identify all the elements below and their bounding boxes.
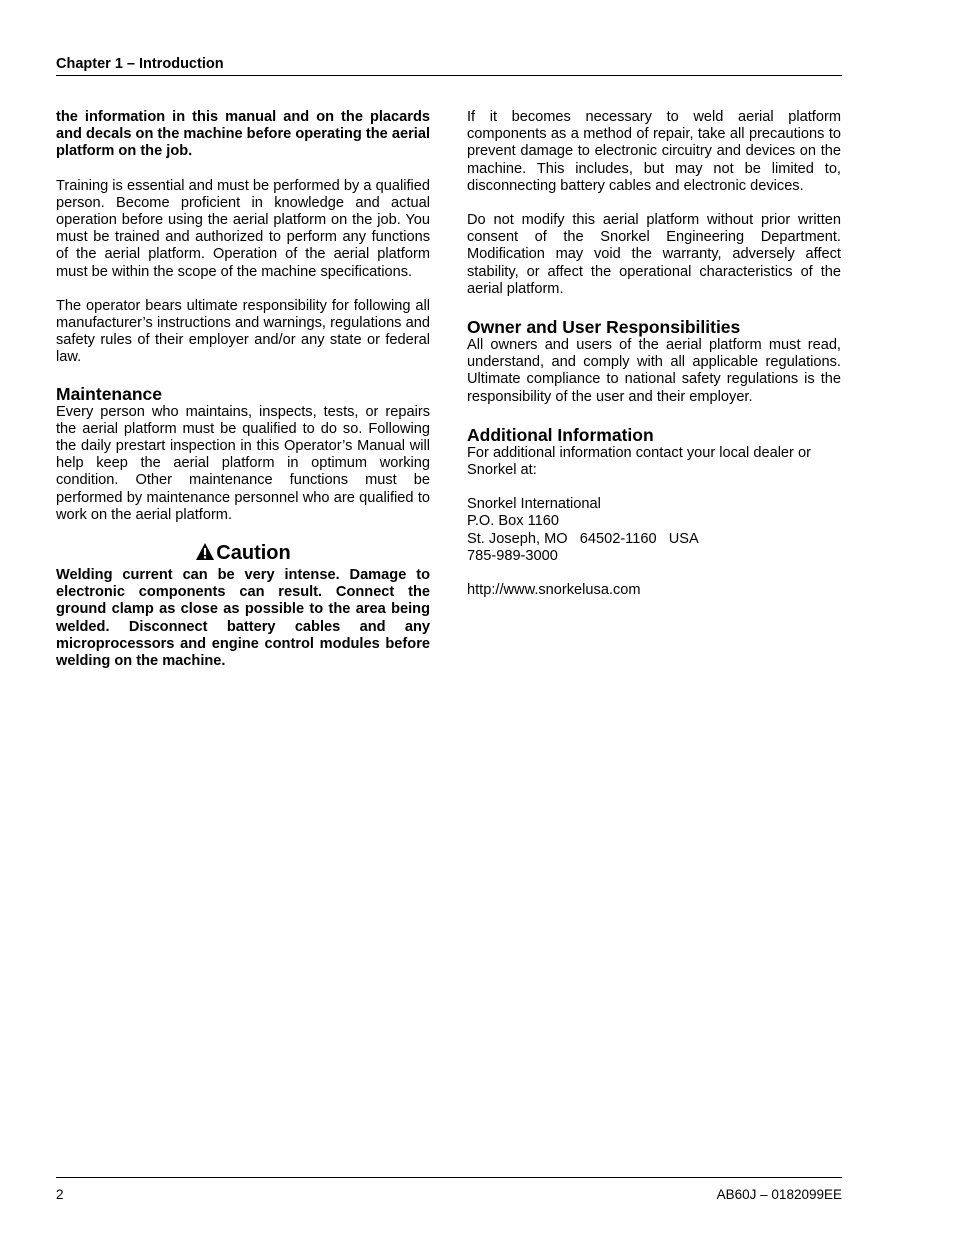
address-phone: 785-989-3000: [467, 547, 558, 564]
chapter-header: [56, 55, 842, 76]
modify-paragraph: Do not modify this aerial platform without prior written consent of the Snorkel Engineering Department. Modification may void the warranty, adversely affect stability, or affect the operational characteristics of the aerial platform.: [467, 212, 841, 297]
address-company: Snorkel International: [467, 496, 601, 513]
caution-label: Caution: [216, 542, 291, 565]
left-column: [56, 109, 430, 687]
footer-divider: [56, 1177, 842, 1178]
page-number: 2: [56, 1187, 64, 1202]
warning-triangle-icon: [195, 542, 215, 561]
address-po-box: P.O. Box 1160: [467, 513, 559, 530]
chapter-title: Chapter 1 – Introduction: [56, 56, 224, 72]
additional-info-heading: Additional Information: [467, 424, 654, 445]
maintenance-heading: Maintenance: [56, 383, 162, 404]
additional-info-paragraph: For additional information contact your local dealer or Snorkel at:: [467, 444, 811, 479]
caution-paragraph: Welding current can be very intense. Damage to electronic components can result. Connect the ground clamp as close as possible to the area being welded. Disconnect battery cables and any microprocessors and engine control modules before welding on the machine.: [56, 567, 430, 670]
address-city: St. Joseph, MO 64502-1160 USA: [467, 530, 699, 547]
owner-paragraph: All owners and users of the aerial platform must read, understand, and comply with all applicable regulations. Ultimate compliance to national safety regulations is the responsibility of the user and their employer.: [467, 337, 841, 405]
caution-heading: [56, 541, 430, 565]
owner-heading: Owner and User Responsibilities: [467, 317, 741, 338]
training-paragraph: Training is essential and must be performed by a qualified person. Become proficient in knowledge and actual operation before using the aerial platform on the job. You must be trained and authorized to perform any functions of the aerial platform. Operation of the aerial platform must be within the scope of the machine specifications.: [56, 177, 430, 280]
address-block: [467, 496, 841, 565]
intro-bold-paragraph: the information in this manual and on the placards and decals on the machine before operating the aerial platform on the job.: [56, 109, 430, 160]
document-code: AB60J – 0182099EE: [716, 1187, 842, 1202]
welding-paragraph: If it becomes necessary to weld aerial platform components as a method of repair, take all precautions to prevent damage to electronic circuitry and devices on the machine. This includes, but may not be limited to, disconnecting battery cables and electronic devices.: [467, 109, 841, 194]
maintenance-paragraph: Every person who maintains, inspects, tests, or repairs the aerial platform must be qualified to do so. Following the daily prestart inspection in this Operator’s Manual will help keep the aerial platform in optimum working condition. Other maintenance functions must be performed by maintenance personnel who are qualified to work on the aerial platform.: [56, 403, 430, 523]
responsibility-paragraph: The operator bears ultimate responsibility for following all manufacturer’s instructions and warnings, regulations and safety rules of their employer and/or any state or federal law.: [56, 297, 430, 366]
right-column: [467, 109, 841, 616]
website-link[interactable]: http://www.snorkelusa.com: [467, 582, 641, 599]
